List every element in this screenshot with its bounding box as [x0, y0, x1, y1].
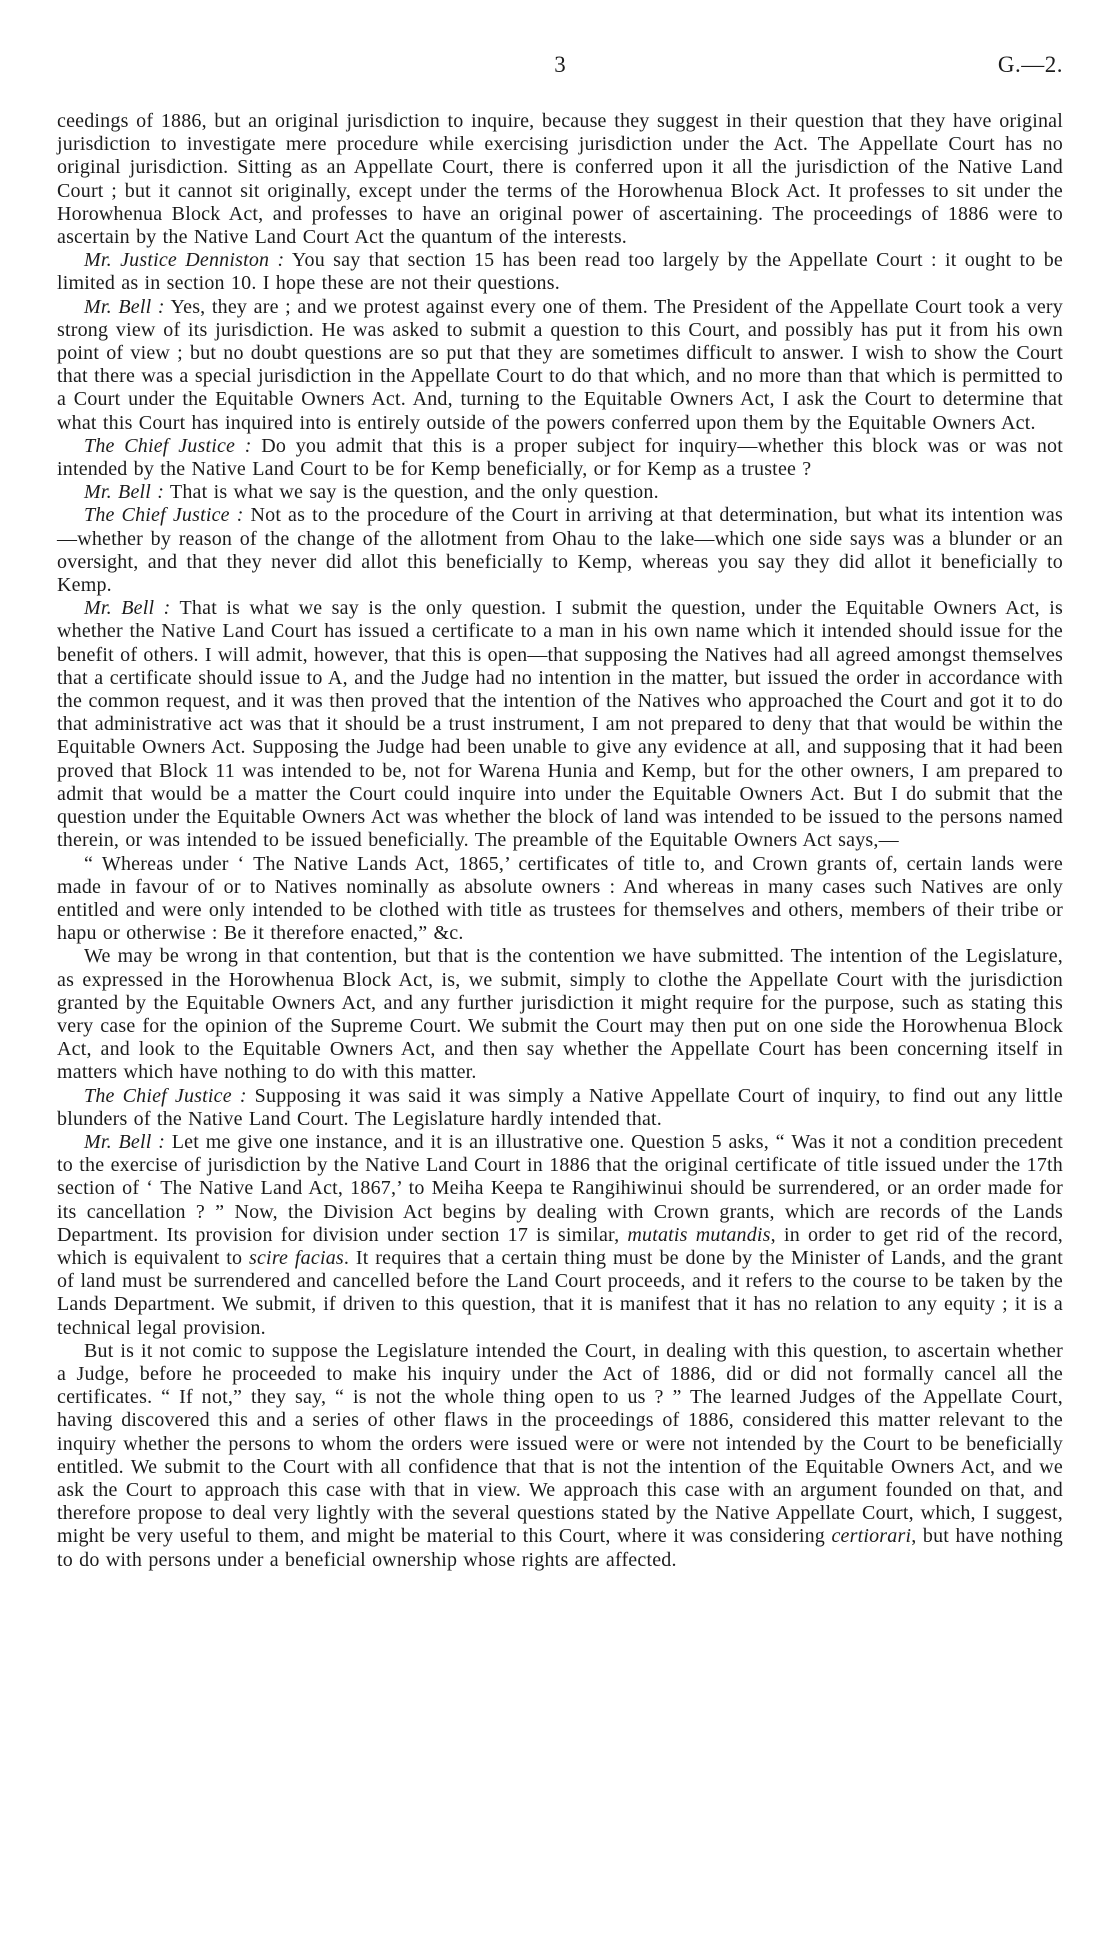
italic-text-segment: scire facias — [249, 1246, 344, 1269]
text-segment: Not as to the procedure of the Court in arriving at that determination, but what its intention was—whether by reason of the change of the allotment from Ohau to the lake—which one side says was a blunder or an oversight, and that they never did allot this beneficially to Kemp, whereas you say they did allot it beneficially to Kemp. — [57, 504, 1063, 597]
italic-text-segment: The Chief Justice : — [84, 434, 252, 457]
text-segment: . It requires that a certain thing must be done by the Minister of Lands, and the grant of land must be surrendered and cancelled before the Land Court proceeds, and it refers to the course to be taken by the Lands Department. We submit, if driven to this question, that it is manifest that it has no relation to any equity ; it is a technical legal provision. — [57, 1246, 1063, 1339]
paragraph — [57, 504, 1063, 597]
paragraph — [57, 1340, 1063, 1572]
paragraph — [57, 110, 1063, 249]
paragraph — [57, 481, 1063, 504]
text-segment: Yes, they are ; and we protest against every one of them. The President of the Appellate Court took a very strong view of its jurisdiction. He was asked to submit a question to this Court, and possibly has put it from his own point of view ; but no doubt questions are so put that they are sometimes difficult to answer. I wish to show the Court that there was a special jurisdiction in the Appellate Court to do that which, and no more than that which is permitted to a Court under the Equitable Owners Act. And, turning to the Equitable Owners Act, I ask the Court to determine that what this Court has inquired into is entirely outside of the powers conferred upon them by the Equitable Owners Act. — [57, 295, 1063, 434]
italic-text-segment: Mr. Bell : — [84, 295, 165, 318]
paragraph — [57, 249, 1063, 295]
page-header — [57, 52, 1063, 86]
document-reference: G.—2. — [997, 52, 1063, 77]
paragraph — [57, 1085, 1063, 1131]
text-segment: That is what we say is the question, and the only question. — [164, 481, 659, 504]
text-segment: That is what we say is the only question. I submit the question, under the Equitable Owners Act, is whether the Native Land Court has issued a certificate to a man in his own name which it intended should issue for the benefit of others. I will admit, however, that this is open—that supposing the Natives had all agreed amongst themselves that a certificate should issue to A, and the Judge had no intention in the matter, but issued the order in accordance with the common request, and it was then proved that the intention of the Natives who approached the Court and got it to do that administrative act was that it should be a trust instrument, I am not prepared to deny that that would be within the Equitable Owners Act. Supposing the Judge had been unable to give any evidence at all, and supposing that it had been proved that Block 11 was intended to be, not for Warena Hunia and Kemp, but for the other owners, I am prepared to admit that would be a matter the Court could inquire into under the Equitable Owners Act. But I do submit that the question under the Equitable Owners Act was whether the block of land was intended to be issued to the persons named therein, or was intended to be issued beneficially. The preamble of the Equitable Owners Act says,— — [57, 597, 1064, 852]
text-segment: You say that section 15 has been read too largely by the Appellate Court : it ought to be limited as in section 10. I hope these are not their questions. — [57, 249, 1063, 295]
italic-text-segment: The Chief Justice : — [84, 504, 244, 527]
text-segment: , but have nothing to do with persons under a beneficial ownership whose rights are affected. — [57, 1525, 1063, 1571]
text-segment: Let me give one instance, and it is an illustrative one. Question 5 asks, “ Was it not a condition precedent to the exercise of jurisdiction by the Native Land Court in 1886 that the original certificate of title issued under the 17th section of ‘ The Native Land Act, 1867,’ to Meiha Keepa te Rangihiwinui should be surrendered, or an order made for its cancellation ? ” Now, the Division Act begins by dealing with Crown grants, which are records of the Lands Department. Its provision for division under section 17 is similar, — [57, 1130, 1063, 1246]
page-number: 3 — [554, 52, 566, 77]
paragraph — [57, 1131, 1063, 1340]
italic-text-segment: certiorari — [831, 1525, 912, 1548]
italic-text-segment: Mr. Justice Denniston : — [84, 249, 285, 272]
paragraph — [57, 435, 1063, 481]
paragraph — [57, 945, 1063, 1084]
italic-text-segment: The Chief Justice : — [84, 1084, 247, 1107]
paragraph — [57, 296, 1063, 435]
italic-text-segment: mutatis mutandis — [627, 1223, 771, 1246]
italic-text-segment: Mr. Bell : — [84, 597, 171, 620]
text-segment: ceedings of 1886, but an original jurisdiction to inquire, because they suggest in their question that they have original jurisdiction to investigate mere procedure while exercising jurisdiction under the Act. The Appellate Court has no original jurisdiction. Sitting as an Appellate Court, there is conferred upon it all the jurisdiction of the Native Land Court ; but it cannot sit originally, except under the terms of the Horowhenua Block Act. It professes to sit under the Horowhenua Block Act, and professes to have an original power of ascertaining. The proceedings of 1886 were to ascertain by the Native Land Court Act the quantum of the interests. — [57, 110, 1063, 249]
italic-text-segment: Mr. Bell : — [84, 1130, 166, 1153]
paragraph — [57, 853, 1063, 946]
text-segment: Do you admit that this is a proper subject for inquiry—whether this block was or was not intended by the Native Land Court to be for Kemp beneficially, or for Kemp as a trustee ? — [57, 434, 1063, 481]
text-segment: , in order to get rid of the record, which is equivalent to — [57, 1223, 1063, 1269]
paragraph — [57, 597, 1063, 852]
text-segment: Supposing it was said it was simply a Native Appellate Court of inquiry, to find out any little blunders of the Native Land Court. The Legislature hardly intended that. — [57, 1084, 1063, 1130]
text-segment: But is it not comic to suppose the Legislature intended the Court, in dealing with this question, to ascertain whether a Judge, before he proceeded to make his inquiry under the Act of 1886, did or did not formally cancel all the certificates. “ If not,” they say, “ is not the whole thing open to us ? ” The learned Judges of the Appellate Court, having discovered this and a series of other flaws in the proceedings of 1886, considered this matter relevant to the inquiry whether the persons to whom the orders were issued were or were not intended by the Court to be beneficially entitled. We submit to the Court with all confidence that that is not the intention of the Equitable Owners Act, and we ask the Court to approach this case with that in view. We approach this case with an argument founded on that, and therefore propose to deal very lightly with the several questions stated by the Native Appellate Court, which, I suggest, might be very useful to them, and might be material to this Court, where it was considering — [57, 1339, 1063, 1548]
italic-text-segment: Mr. Bell : — [84, 481, 165, 504]
text-segment: We may be wrong in that contention, but that is the contention we have submitted. The intention of the Legislature, as expressed in the Horowhenua Block Act, is, we submit, simply to clothe the Appellate Court with the jurisdiction granted by the Equitable Owners Act, and any further jurisdiction it might require for the purpose, such as stating this very case for the opinion of the Supreme Court. We submit the Court may then put on one side the Horowhenua Block Act, and look to the Equitable Owners Act, and then say whether the Appellate Court has been concerning itself in matters which have nothing to do with this matter. — [57, 945, 1063, 1084]
text-segment: “ Whereas under ‘ The Native Lands Act, 1865,’ certificates of title to, and Crown grants of, certain lands were made in favour of or to Natives nominally as absolute owners : And whereas in many cases such Natives are only entitled and were only intended to be clothed with title as trustees for themselves and others, members of their tribe or hapu or otherwise : Be it therefore enacted,” &c. — [57, 852, 1063, 945]
document-body — [57, 110, 1063, 1572]
